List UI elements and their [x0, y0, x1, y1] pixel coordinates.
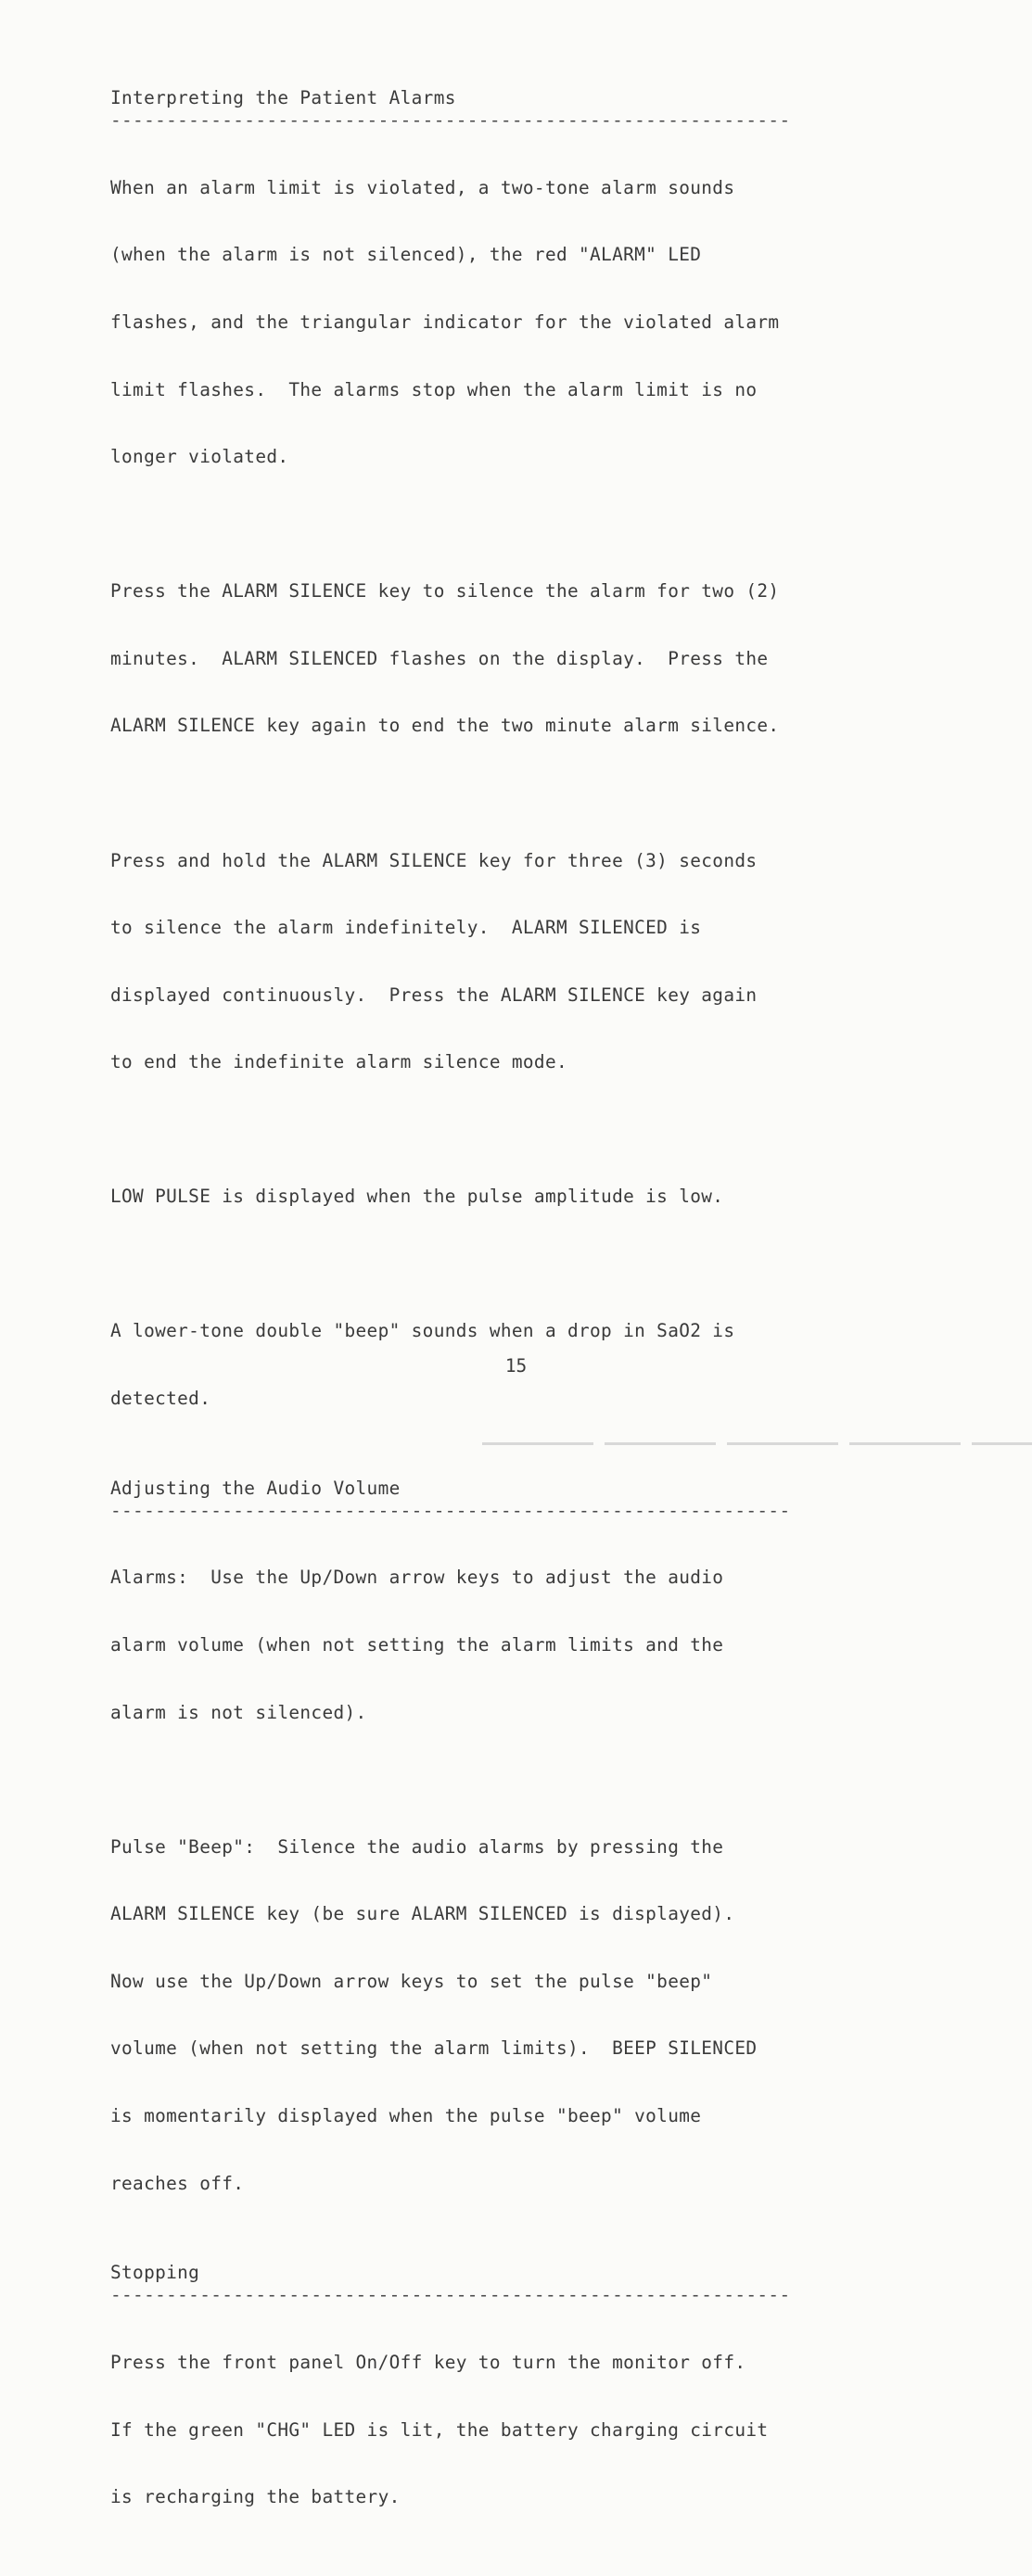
- text-line: minutes. ALARM SILENCED flashes on the display. Press the: [110, 647, 769, 669]
- text-line: Press the ALARM SILENCE key to silence the alarm for two (2): [110, 580, 780, 603]
- section-heading: Adjusting the Audio Volume: [110, 1477, 401, 1499]
- text-line: (when the alarm is not silenced), the red "ALARM" LED: [110, 244, 702, 266]
- text-line: Alarms: Use the Up/Down arrow keys to adjust the audio: [110, 1567, 724, 1589]
- text-line: limit flashes. The alarms stop when the alarm limit is no: [110, 378, 758, 400]
- paragraph: [110, 1791, 926, 2240]
- text-line: A lower-tone double "beep" sounds when a drop in SaO2 is: [110, 1320, 735, 1342]
- section-heading: Stopping: [110, 2262, 200, 2284]
- text-line: alarm volume (when not setting the alarm limits and the: [110, 1634, 724, 1656]
- paragraph: [110, 2307, 926, 2554]
- text-line: to end the indefinite alarm silence mode.: [110, 1051, 567, 1073]
- text-line: volume (when not setting the alarm limits). BEEP SILENCED: [110, 2037, 758, 2060]
- text-line: reaches off.: [110, 2172, 245, 2194]
- text-line: ALARM SILENCE key (be sure ALARM SILENCED is displayed).: [110, 1903, 735, 1925]
- heading-underline: -------------------------------------------------------------: [110, 2284, 791, 2306]
- text-line: displayed continuously. Press the ALARM SILENCE key again: [110, 983, 758, 1006]
- section-interpreting-alarms: [110, 87, 926, 1455]
- section-audio-volume: [110, 1478, 926, 2240]
- text-line: flashes, and the triangular indicator for the violated alarm: [110, 311, 780, 334]
- text-line: to silence the alarm indefinitely. ALARM SILENCED is: [110, 917, 702, 939]
- text-line: is recharging the battery.: [110, 2486, 401, 2508]
- text-line: If the green "CHG" LED is lit, the battery charging circuit: [110, 2418, 769, 2441]
- text-line: Now use the Up/Down arrow keys to set the pulse "beep": [110, 1970, 713, 1992]
- text-line: Pulse "Beep": Silence the audio alarms by pressing the: [110, 1835, 724, 1858]
- text-line: longer violated.: [110, 446, 289, 468]
- text-line: detected.: [110, 1387, 211, 1409]
- paragraph: [110, 805, 926, 1119]
- text-line: LOW PULSE is displayed when the pulse amplitude is low.: [110, 1186, 724, 1208]
- document-body: [110, 87, 926, 2576]
- text-line: When an alarm limit is violated, a two-tone alarm sounds: [110, 176, 735, 198]
- heading-underline: -------------------------------------------------------------: [110, 1499, 791, 1521]
- paragraph: [110, 1522, 926, 1769]
- text-line: Press the front panel On/Off key to turn the monitor off.: [110, 2352, 746, 2374]
- section-stopping: [110, 2262, 926, 2554]
- paragraph: [110, 132, 926, 513]
- scan-edge-artifact: [482, 1442, 1032, 1445]
- paragraph: [110, 536, 926, 782]
- page-number: 15: [504, 1355, 528, 1377]
- text-line: ALARM SILENCE key again to end the two minute alarm silence.: [110, 715, 780, 737]
- paragraph: [110, 1141, 926, 1253]
- text-line: Press and hold the ALARM SILENCE key for three (3) seconds: [110, 849, 758, 871]
- text-line: alarm is not silenced).: [110, 1701, 367, 1723]
- section-heading: Interpreting the Patient Alarms: [110, 87, 456, 108]
- text-line: is momentarily displayed when the pulse "beep" volume: [110, 2105, 702, 2127]
- heading-underline: -------------------------------------------------------------: [110, 109, 791, 132]
